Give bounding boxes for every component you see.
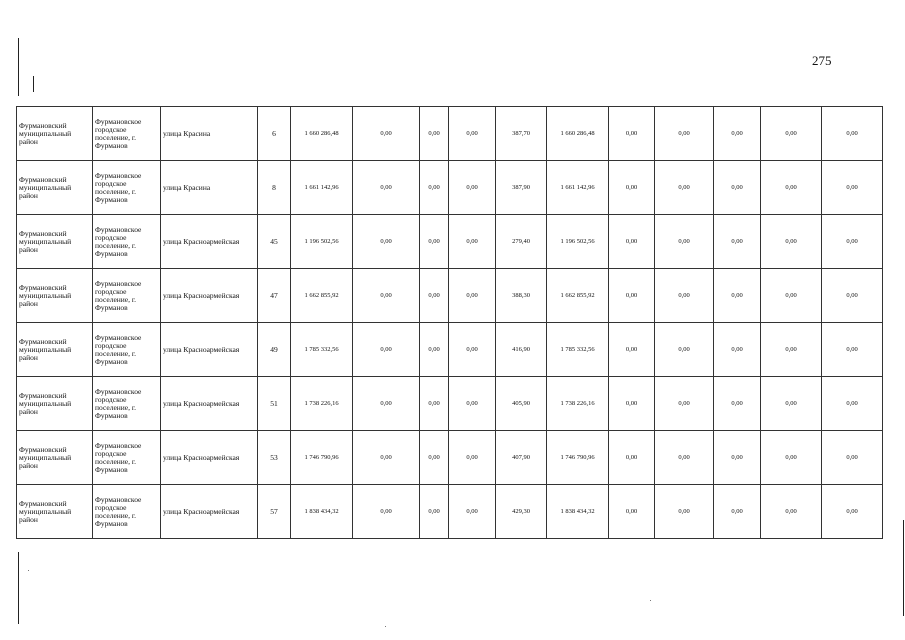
value-cell: 0,00 <box>449 431 496 485</box>
area-cell: 279,40 <box>496 215 547 269</box>
value-cell: 0,00 <box>420 431 449 485</box>
value-cell: 0,00 <box>655 269 714 323</box>
value-cell: 0,00 <box>822 323 883 377</box>
value-cell: 0,00 <box>822 485 883 539</box>
table-row <box>17 323 883 377</box>
value-cell: 0,00 <box>420 323 449 377</box>
scan-dot <box>28 570 29 571</box>
value-cell: 0,00 <box>353 323 420 377</box>
value-cell: 0,00 <box>655 107 714 161</box>
district-cell: Фурмановский муниципальный район <box>17 377 93 431</box>
district-cell: Фурмановский муниципальный район <box>17 215 93 269</box>
settlement-cell: Фурмановское городское поселение, г. Фурманов <box>93 107 161 161</box>
area-cell: 405,90 <box>496 377 547 431</box>
total-cost-cell: 1 662 855,92 <box>291 269 353 323</box>
settlement-cell: Фурмановское городское поселение, г. Фурманов <box>93 323 161 377</box>
value-cell: 0,00 <box>353 107 420 161</box>
value-cell: 0,00 <box>449 161 496 215</box>
value-cell: 0,00 <box>353 269 420 323</box>
table-row <box>17 107 883 161</box>
house-number-cell: 51 <box>258 377 291 431</box>
value-cell: 0,00 <box>420 215 449 269</box>
value-cell: 0,00 <box>420 107 449 161</box>
registry-table <box>16 106 883 539</box>
value-cell: 0,00 <box>714 215 761 269</box>
scan-mark-right-1 <box>903 520 904 616</box>
value-cell: 0,00 <box>609 269 655 323</box>
scan-mark-left-3 <box>18 552 19 624</box>
value-cell: 0,00 <box>655 215 714 269</box>
district-cell: Фурмановский муниципальный район <box>17 161 93 215</box>
fund-cost-cell: 1 662 855,92 <box>547 269 609 323</box>
value-cell: 0,00 <box>822 215 883 269</box>
district-cell: Фурмановский муниципальный район <box>17 323 93 377</box>
fund-cost-cell: 1 196 502,56 <box>547 215 609 269</box>
value-cell: 0,00 <box>822 431 883 485</box>
value-cell: 0,00 <box>655 377 714 431</box>
value-cell: 0,00 <box>714 323 761 377</box>
area-cell: 387,70 <box>496 107 547 161</box>
value-cell: 0,00 <box>714 269 761 323</box>
table-row <box>17 485 883 539</box>
value-cell: 0,00 <box>609 431 655 485</box>
value-cell: 0,00 <box>449 323 496 377</box>
fund-cost-cell: 1 838 434,32 <box>547 485 609 539</box>
value-cell: 0,00 <box>761 107 822 161</box>
total-cost-cell: 1 746 790,96 <box>291 431 353 485</box>
street-cell: улица Красноармейская <box>161 431 258 485</box>
value-cell: 0,00 <box>353 215 420 269</box>
house-number-cell: 47 <box>258 269 291 323</box>
street-cell: улица Красноармейская <box>161 215 258 269</box>
value-cell: 0,00 <box>655 161 714 215</box>
value-cell: 0,00 <box>449 269 496 323</box>
value-cell: 0,00 <box>714 431 761 485</box>
value-cell: 0,00 <box>714 485 761 539</box>
house-number-cell: 57 <box>258 485 291 539</box>
value-cell: 0,00 <box>714 377 761 431</box>
page-number: 275 <box>812 53 832 68</box>
settlement-cell: Фурмановское городское поселение, г. Фурманов <box>93 377 161 431</box>
scan-dot <box>650 600 651 601</box>
fund-cost-cell: 1 660 286,48 <box>547 107 609 161</box>
district-cell: Фурмановский муниципальный район <box>17 485 93 539</box>
value-cell: 0,00 <box>420 377 449 431</box>
area-cell: 407,90 <box>496 431 547 485</box>
value-cell: 0,00 <box>822 269 883 323</box>
area-cell: 388,30 <box>496 269 547 323</box>
table-row <box>17 161 883 215</box>
settlement-cell: Фурмановское городское поселение, г. Фурманов <box>93 161 161 215</box>
total-cost-cell: 1 838 434,32 <box>291 485 353 539</box>
value-cell: 0,00 <box>420 485 449 539</box>
district-cell: Фурмановский муниципальный район <box>17 269 93 323</box>
fund-cost-cell: 1 785 332,56 <box>547 323 609 377</box>
value-cell: 0,00 <box>609 107 655 161</box>
value-cell: 0,00 <box>655 485 714 539</box>
fund-cost-cell: 1 738 226,16 <box>547 377 609 431</box>
district-cell: Фурмановский муниципальный район <box>17 431 93 485</box>
street-cell: улица Красноармейская <box>161 377 258 431</box>
value-cell: 0,00 <box>761 485 822 539</box>
value-cell: 0,00 <box>353 161 420 215</box>
house-number-cell: 6 <box>258 107 291 161</box>
value-cell: 0,00 <box>420 269 449 323</box>
house-number-cell: 45 <box>258 215 291 269</box>
scan-mark-left-1 <box>18 38 19 96</box>
value-cell: 0,00 <box>609 161 655 215</box>
value-cell: 0,00 <box>655 431 714 485</box>
value-cell: 0,00 <box>449 377 496 431</box>
area-cell: 387,90 <box>496 161 547 215</box>
value-cell: 0,00 <box>449 215 496 269</box>
total-cost-cell: 1 738 226,16 <box>291 377 353 431</box>
value-cell: 0,00 <box>761 431 822 485</box>
value-cell: 0,00 <box>761 377 822 431</box>
area-cell: 429,30 <box>496 485 547 539</box>
value-cell: 0,00 <box>420 161 449 215</box>
street-cell: улица Красноармейская <box>161 269 258 323</box>
district-cell: Фурмановский муниципальный район <box>17 107 93 161</box>
table-row <box>17 269 883 323</box>
value-cell: 0,00 <box>353 377 420 431</box>
table-row <box>17 431 883 485</box>
house-number-cell: 49 <box>258 323 291 377</box>
value-cell: 0,00 <box>655 323 714 377</box>
settlement-cell: Фурмановское городское поселение, г. Фурманов <box>93 485 161 539</box>
street-cell: улица Красноармейская <box>161 323 258 377</box>
value-cell: 0,00 <box>761 161 822 215</box>
value-cell: 0,00 <box>714 161 761 215</box>
total-cost-cell: 1 196 502,56 <box>291 215 353 269</box>
value-cell: 0,00 <box>714 107 761 161</box>
value-cell: 0,00 <box>609 485 655 539</box>
value-cell: 0,00 <box>449 107 496 161</box>
value-cell: 0,00 <box>609 377 655 431</box>
value-cell: 0,00 <box>449 485 496 539</box>
fund-cost-cell: 1 746 790,96 <box>547 431 609 485</box>
table-row <box>17 377 883 431</box>
street-cell: улица Красина <box>161 161 258 215</box>
house-number-cell: 8 <box>258 161 291 215</box>
street-cell: улица Красина <box>161 107 258 161</box>
total-cost-cell: 1 785 332,56 <box>291 323 353 377</box>
fund-cost-cell: 1 661 142,96 <box>547 161 609 215</box>
scan-mark-left-2 <box>33 76 34 92</box>
area-cell: 416,90 <box>496 323 547 377</box>
table-row <box>17 215 883 269</box>
house-number-cell: 53 <box>258 431 291 485</box>
value-cell: 0,00 <box>761 269 822 323</box>
value-cell: 0,00 <box>822 161 883 215</box>
value-cell: 0,00 <box>822 107 883 161</box>
value-cell: 0,00 <box>761 215 822 269</box>
settlement-cell: Фурмановское городское поселение, г. Фурманов <box>93 269 161 323</box>
value-cell: 0,00 <box>353 485 420 539</box>
value-cell: 0,00 <box>822 377 883 431</box>
value-cell: 0,00 <box>609 215 655 269</box>
total-cost-cell: 1 660 286,48 <box>291 107 353 161</box>
value-cell: 0,00 <box>609 323 655 377</box>
settlement-cell: Фурмановское городское поселение, г. Фурманов <box>93 215 161 269</box>
street-cell: улица Красноармейская <box>161 485 258 539</box>
value-cell: 0,00 <box>761 323 822 377</box>
total-cost-cell: 1 661 142,96 <box>291 161 353 215</box>
settlement-cell: Фурмановское городское поселение, г. Фурманов <box>93 431 161 485</box>
scan-dot <box>385 626 386 627</box>
value-cell: 0,00 <box>353 431 420 485</box>
